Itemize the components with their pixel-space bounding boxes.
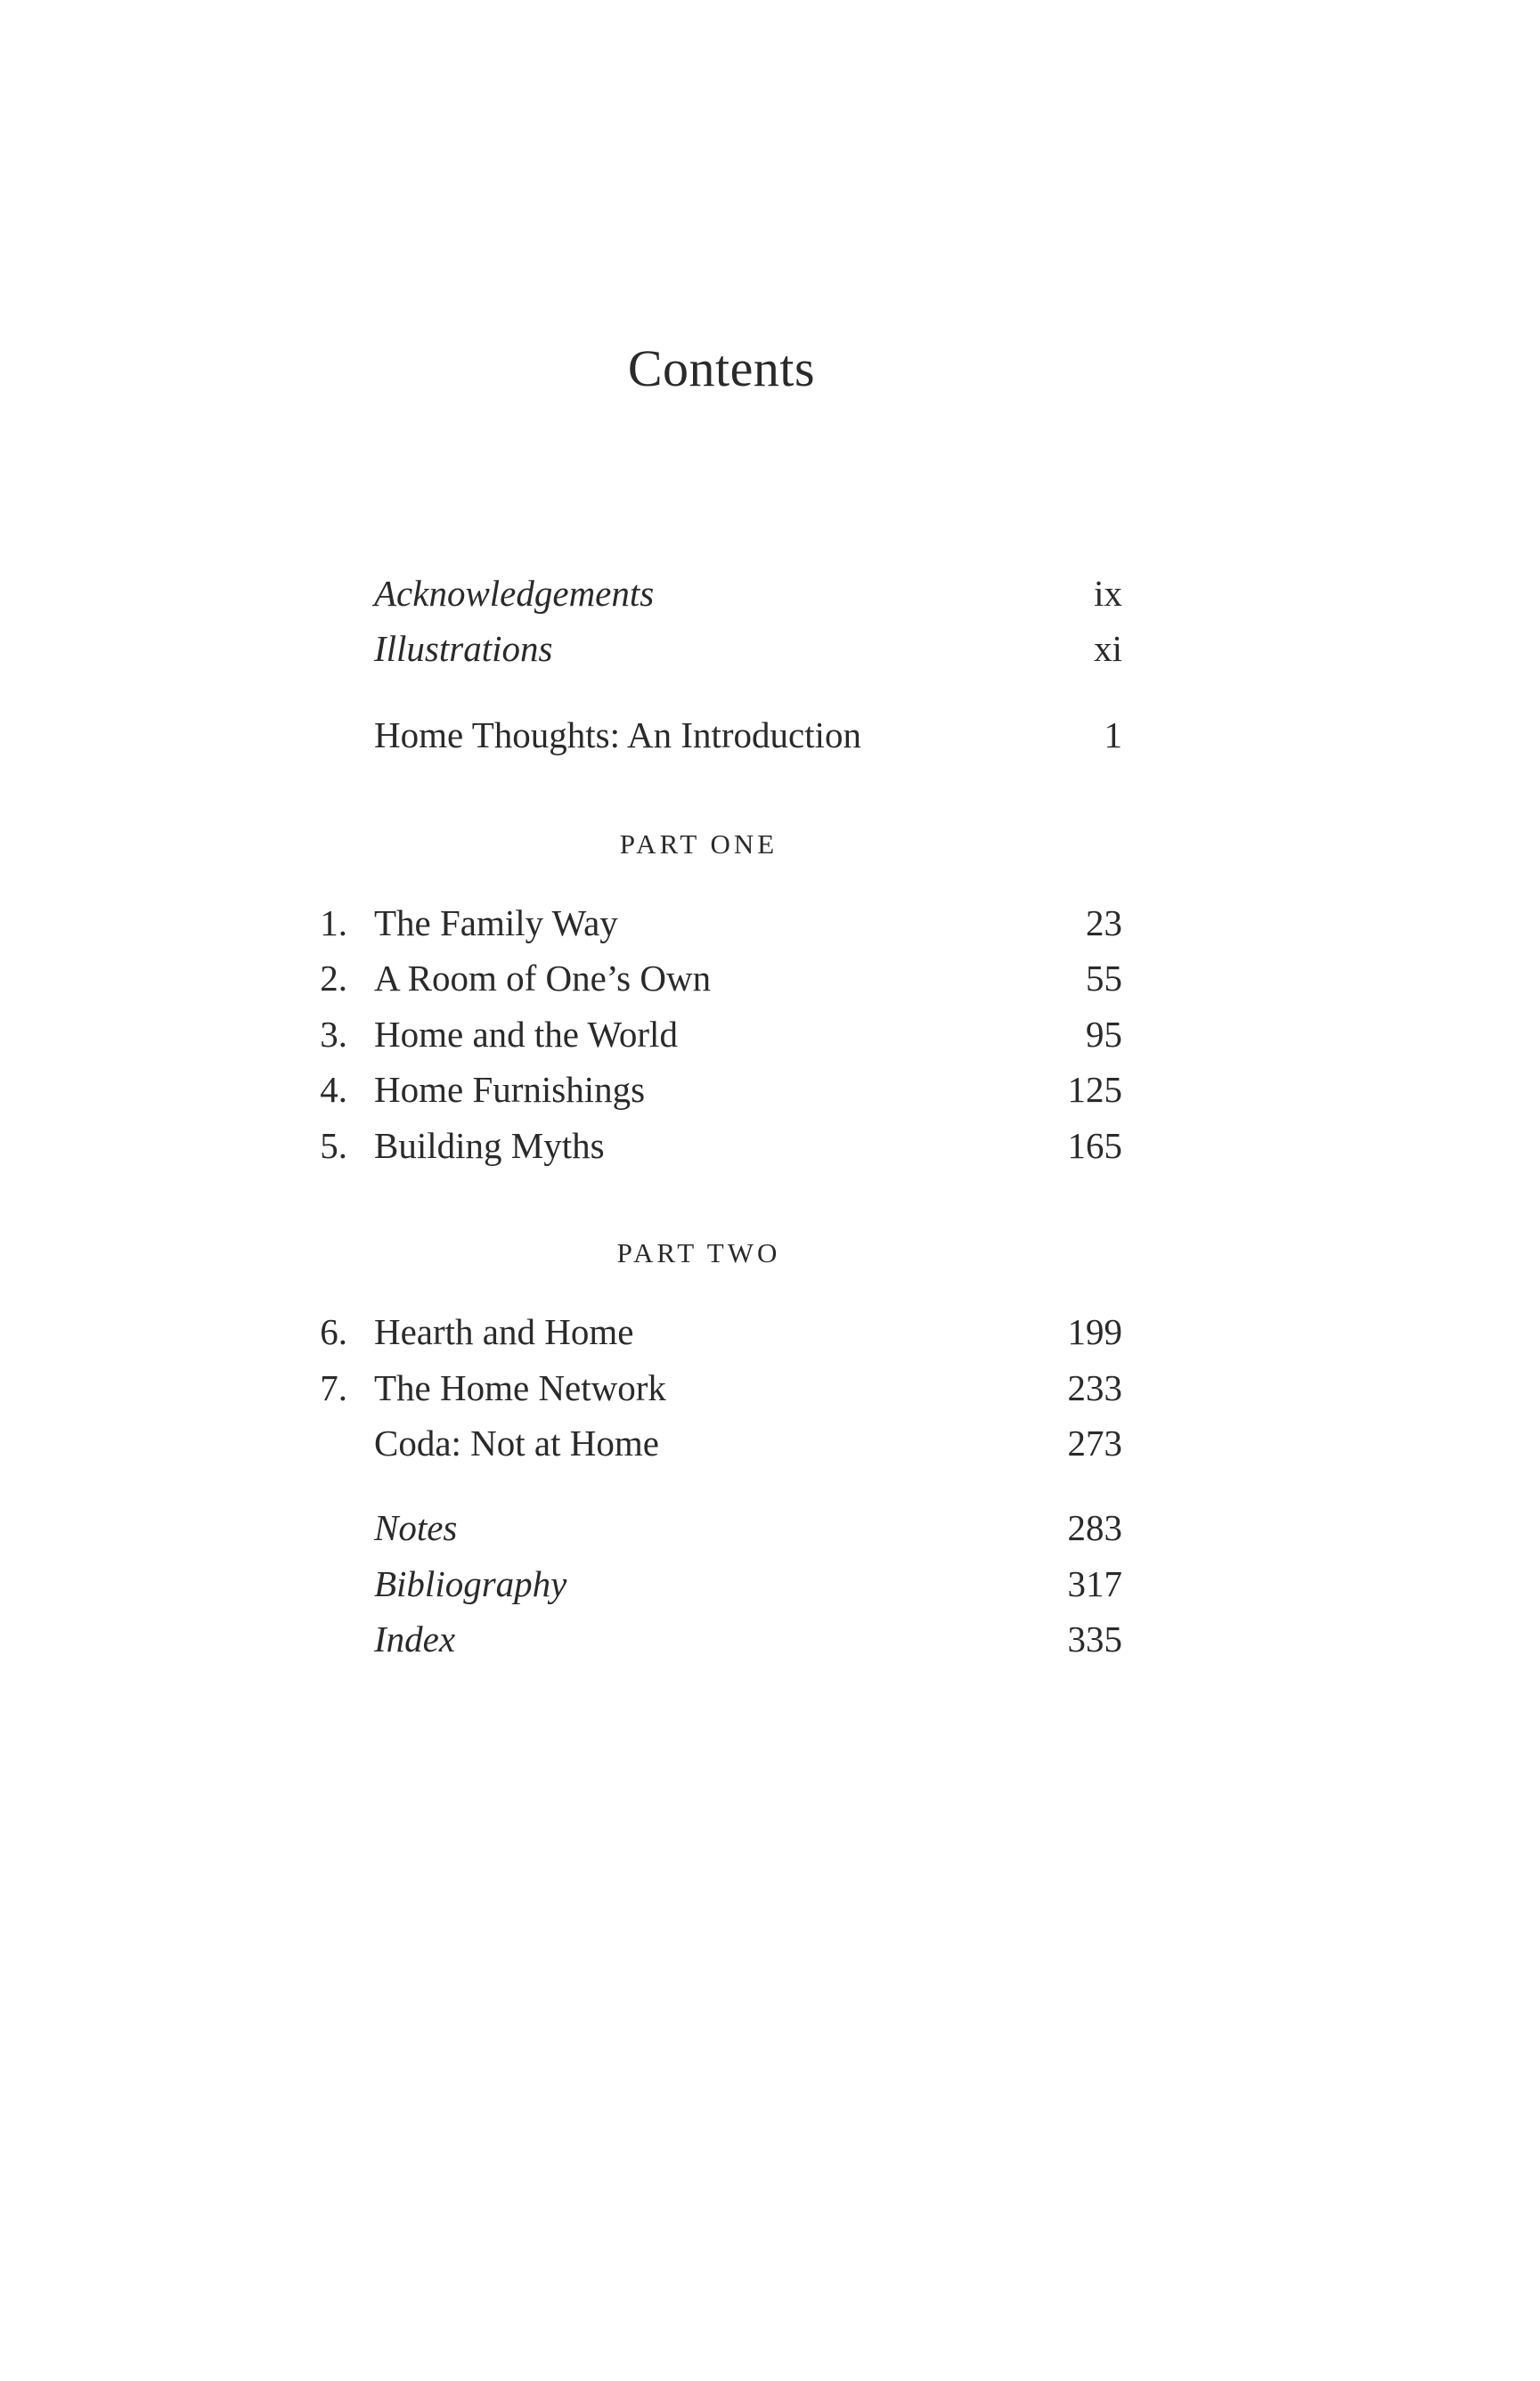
entry-page: 165 [1067, 1125, 1122, 1166]
entry-page: 199 [1067, 1311, 1122, 1352]
toc-entry-index[interactable] [0, 1612, 1540, 1666]
toc-entry-coda[interactable] [0, 1416, 1540, 1470]
part-one-heading: PART ONE [619, 828, 778, 860]
chapter-number: 5. [320, 1125, 347, 1166]
toc-entry-notes[interactable] [0, 1501, 1540, 1554]
toc-entry-bibliography[interactable] [0, 1557, 1540, 1610]
entry-page: xi [1094, 628, 1122, 669]
chapter-number: 3. [320, 1014, 347, 1055]
entry-page: 335 [1067, 1619, 1122, 1659]
entry-page: 23 [1086, 902, 1122, 943]
toc-entry-chapter-5[interactable] [0, 1119, 1540, 1172]
entry-page: 95 [1086, 1014, 1122, 1055]
toc-entry-chapter-3[interactable] [0, 1007, 1540, 1061]
entry-label: Index [374, 1619, 456, 1659]
page-title: Contents [627, 339, 816, 397]
part-two-heading: PART TWO [616, 1237, 781, 1268]
entry-label: Illustrations [374, 628, 553, 669]
entry-label: Home and the World [374, 1014, 678, 1055]
chapter-number: 1. [320, 902, 347, 943]
entry-label: Home Furnishings [374, 1069, 646, 1110]
toc-entry-chapter-4[interactable] [0, 1063, 1540, 1116]
entry-label: Coda: Not at Home [374, 1423, 659, 1464]
toc-entry-chapter-7[interactable] [0, 1361, 1540, 1415]
toc-entry-introduction[interactable] [0, 708, 1540, 762]
entry-page: 125 [1067, 1069, 1122, 1110]
entry-page: 233 [1067, 1367, 1122, 1408]
entry-page: 283 [1067, 1507, 1122, 1548]
chapter-number: 4. [320, 1069, 347, 1110]
toc-entry-illustrations[interactable] [0, 622, 1540, 675]
entry-label: Acknowledgements [374, 573, 655, 614]
chapter-number: 2. [320, 958, 347, 999]
toc-entry-chapter-6[interactable] [0, 1305, 1540, 1358]
chapter-number: 7. [320, 1367, 347, 1408]
entry-page: 317 [1067, 1563, 1122, 1604]
entry-page: ix [1094, 573, 1122, 614]
entry-label: Home Thoughts: An Introduction [374, 714, 862, 755]
toc-entry-chapter-1[interactable] [0, 896, 1540, 950]
entry-label: The Family Way [374, 902, 618, 943]
entry-label: Notes [374, 1507, 458, 1548]
toc-entry-chapter-2[interactable] [0, 951, 1540, 1005]
entry-page: 1 [1104, 714, 1122, 755]
entry-label: Bibliography [374, 1563, 567, 1604]
entry-label: The Home Network [374, 1367, 666, 1408]
entry-page: 55 [1086, 958, 1122, 999]
entry-page: 273 [1067, 1423, 1122, 1464]
entry-label: Hearth and Home [374, 1311, 634, 1352]
chapter-number: 6. [320, 1311, 347, 1352]
entry-label: Building Myths [374, 1125, 605, 1166]
toc-entry-acknowledgements[interactable] [0, 567, 1540, 620]
entry-label: A Room of One’s Own [374, 958, 712, 999]
